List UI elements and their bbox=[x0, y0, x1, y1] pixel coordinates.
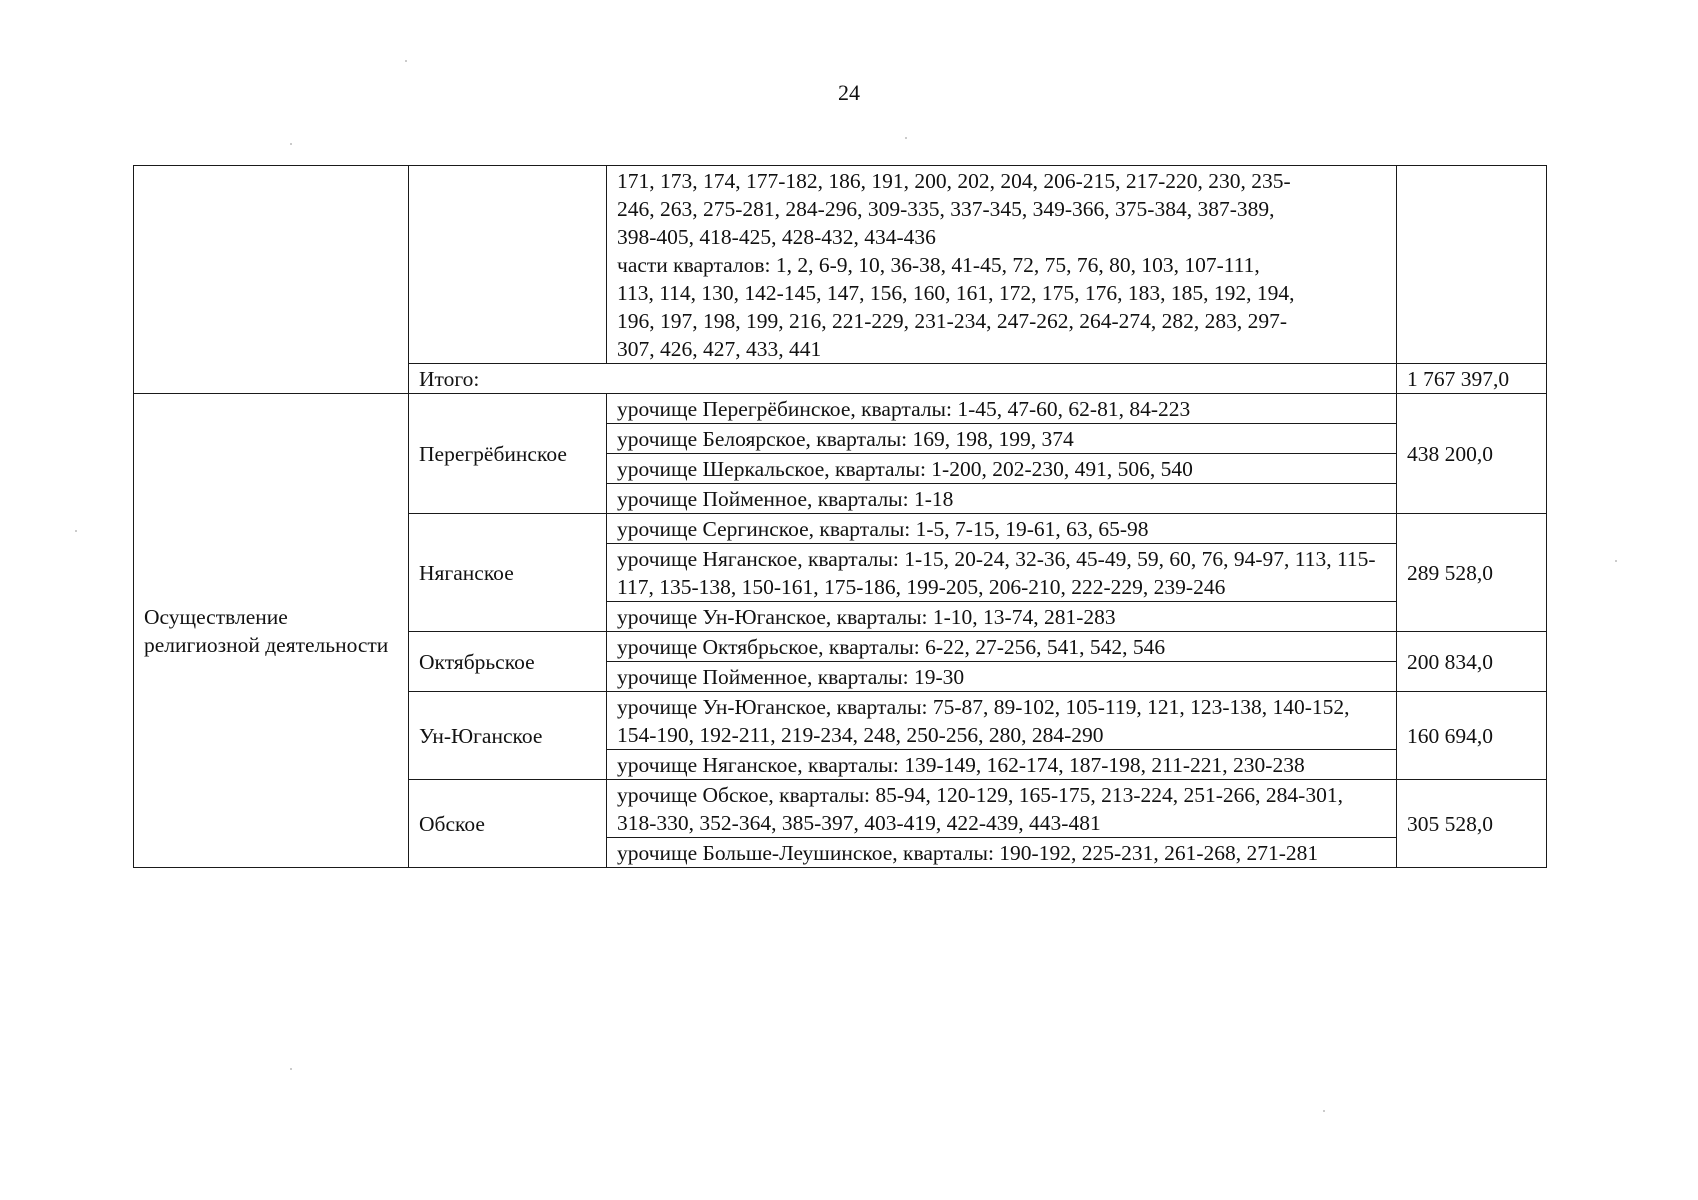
tract-cell: урочище Обское, кварталы: 85-94, 120-129, 165-175, 213-224, 251-266, 284-301, 318-330, 352-364, 385-397, 403-419, 422-439, 443-481 bbox=[607, 780, 1397, 838]
tract-cell: урочище Пойменное, кварталы: 19-30 bbox=[607, 662, 1397, 692]
text-line: 113, 114, 130, 142-145, 147, 156, 160, 161, 172, 175, 176, 183, 185, 192, 194, bbox=[617, 281, 1295, 305]
text-line: 307, 426, 427, 433, 441 bbox=[617, 337, 822, 361]
total-value: 1 767 397,0 bbox=[1397, 364, 1547, 394]
area-value: 200 834,0 bbox=[1397, 632, 1547, 692]
total-label: Итого: bbox=[409, 364, 1397, 394]
area-value: 289 528,0 bbox=[1397, 514, 1547, 632]
scan-speck bbox=[75, 530, 77, 532]
tract-cell: урочище Перегрёбинское, кварталы: 1-45, 47-60, 62-81, 84-223 bbox=[607, 394, 1397, 424]
scan-speck bbox=[1323, 1110, 1325, 1112]
tract-cell: урочище Пойменное, кварталы: 1-18 bbox=[607, 484, 1397, 514]
text-line: 246, 263, 275-281, 284-296, 309-335, 337-345, 349-366, 375-384, 387-389, bbox=[617, 197, 1275, 221]
forestry-cell-empty bbox=[409, 166, 607, 364]
tract-cell: урочище Октябрьское, кварталы: 6-22, 27-256, 541, 542, 546 bbox=[607, 632, 1397, 662]
tract-cell: урочище Няганское, кварталы: 1-15, 20-24, 32-36, 45-49, 59, 60, 76, 94-97, 113, 115-117, 135-138, 150-161, 175-186, 199-205, 206-210, 222-229, 239-246 bbox=[607, 544, 1397, 602]
forestry-name: Обское bbox=[409, 780, 607, 868]
scan-speck bbox=[905, 137, 907, 139]
page-number: 24 bbox=[838, 80, 860, 105]
forestry-name: Перегрёбинское bbox=[409, 394, 607, 514]
scan-speck bbox=[290, 1068, 292, 1070]
forestry-name: Няганское bbox=[409, 514, 607, 632]
area-value: 160 694,0 bbox=[1397, 692, 1547, 780]
forest-allocation-table bbox=[133, 165, 1547, 868]
text-line: части кварталов: 1, 2, 6-9, 10, 36-38, 41-45, 72, 75, 76, 80, 103, 107-111, bbox=[617, 253, 1260, 277]
tract-cell: урочище Сергинское, кварталы: 1-5, 7-15, 19-61, 63, 65-98 bbox=[607, 514, 1397, 544]
scan-speck bbox=[405, 60, 407, 62]
scan-speck bbox=[1615, 560, 1617, 562]
table-row bbox=[134, 394, 1547, 424]
text-line: 196, 197, 198, 199, 216, 221-229, 231-234, 247-262, 264-274, 282, 283, 297- bbox=[617, 309, 1288, 333]
text-line: 171, 173, 174, 177-182, 186, 191, 200, 202, 204, 206-215, 217-220, 230, 235- bbox=[617, 169, 1291, 193]
tract-cell: урочище Ун-Юганское, кварталы: 1-10, 13-74, 281-283 bbox=[607, 602, 1397, 632]
amount-cell-empty bbox=[1397, 166, 1547, 364]
tract-cell: урочище Больше-Леушинское, кварталы: 190-192, 225-231, 261-268, 271-281 bbox=[607, 838, 1397, 868]
tract-cell: урочище Шеркальское, кварталы: 1-200, 202-230, 491, 506, 540 bbox=[607, 454, 1397, 484]
forestry-name: Ун-Юганское bbox=[409, 692, 607, 780]
continuation-text-cell bbox=[607, 166, 1397, 364]
activity-cell-empty bbox=[134, 166, 409, 394]
area-value: 438 200,0 bbox=[1397, 394, 1547, 514]
tract-cell: урочище Белоярское, кварталы: 169, 198, 199, 374 bbox=[607, 424, 1397, 454]
tract-cell: урочище Няганское, кварталы: 139-149, 162-174, 187-198, 211-221, 230-238 bbox=[607, 750, 1397, 780]
activity-type: Осуществление религиозной деятельности bbox=[134, 394, 409, 868]
forestry-name: Октябрьское bbox=[409, 632, 607, 692]
text-line: 398-405, 418-425, 428-432, 434-436 bbox=[617, 225, 936, 249]
scan-speck bbox=[290, 143, 292, 145]
continuation-row bbox=[134, 166, 1547, 364]
area-value: 305 528,0 bbox=[1397, 780, 1547, 868]
tract-cell: урочище Ун-Юганское, кварталы: 75-87, 89-102, 105-119, 121, 123-138, 140-152, 154-190, 192-211, 219-234, 248, 250-256, 280, 284-290 bbox=[607, 692, 1397, 750]
